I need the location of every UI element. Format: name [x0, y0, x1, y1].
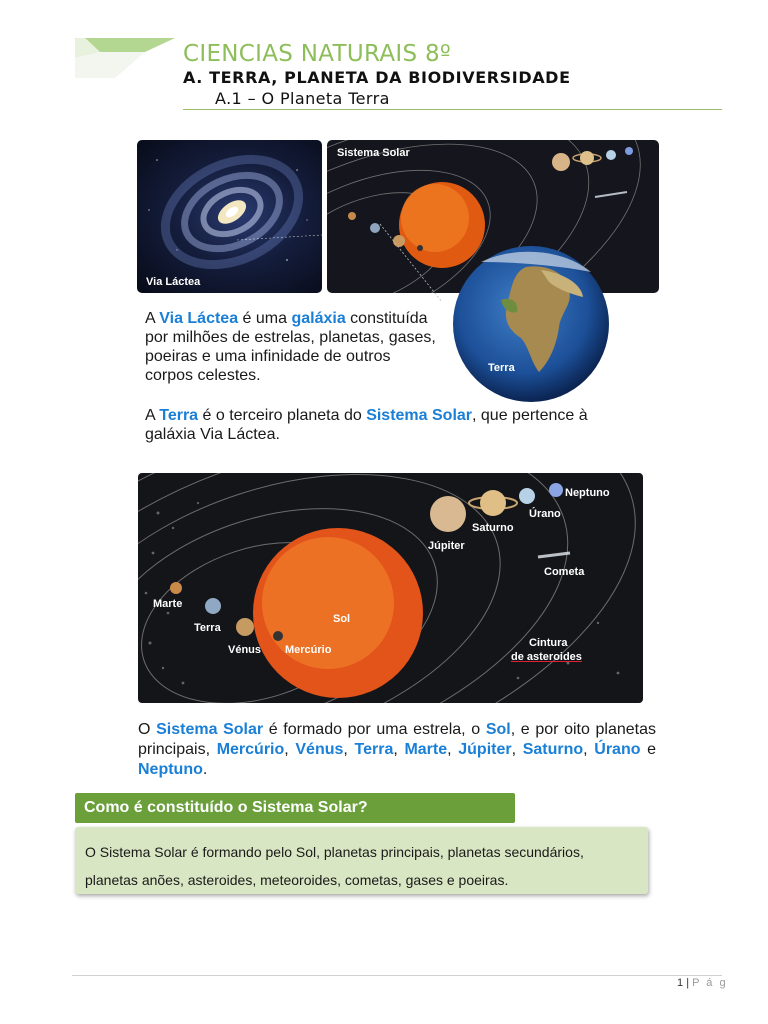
solar-system-description: O Sistema Solar é formado por uma estrela, o Sol, e por oito planetas principais, Mercúrio, Vénus, Terra, Marte, Júpiter, Saturno, Úrano e Neptuno. [138, 721, 657, 778]
highlight-term: Terra [159, 407, 199, 424]
highlight-term: Sistema Solar [156, 721, 264, 738]
asteroid-belt-label-line1: Cintura [529, 637, 568, 649]
highlight-term: Saturno [522, 741, 584, 758]
earth-description: A Terra é o terceiro planeta do Sistema Solar, que pertence à galáxia Via Láctea. [145, 407, 588, 443]
answer-box: O Sistema Solar é formando pelo Sol, planetas principais, planetas secundários, planetas anões, asteroides, meteoroides, cometas, gases e poeiras. [75, 827, 648, 894]
highlight-term: Terra [354, 741, 394, 758]
earth-label: Terra [488, 362, 515, 374]
highlight-term: Júpiter [458, 741, 512, 758]
highlight-term: galáxia [291, 310, 346, 327]
uranus-label: Úrano [529, 508, 561, 520]
question-heading: Como é constituído o Sistema Solar? [75, 793, 515, 823]
highlight-term: Mercúrio [216, 741, 285, 758]
mars-label: Marte [153, 598, 183, 610]
solar-system-diagram [138, 473, 643, 703]
jupiter-label: Júpiter [428, 540, 465, 552]
highlight-term: Marte [404, 741, 448, 758]
venus-label: Vénus [228, 644, 262, 656]
highlight-term: Neptuno [138, 761, 203, 778]
earth-image [441, 242, 621, 407]
galaxy-label: Via Láctea [146, 276, 201, 288]
mercury-label: Mercúrio [285, 644, 332, 656]
page-number: 1 [677, 977, 684, 989]
unit-title: A. TERRA, PLANETA DA BIODIVERSIDADE [183, 68, 571, 87]
highlight-term: Úrano [594, 741, 641, 758]
sun-label: Sol [333, 613, 351, 625]
page-footer [677, 977, 728, 989]
earth-orbit-label: Terra [194, 622, 221, 634]
connector-lines [322, 222, 452, 312]
header-rule [183, 109, 722, 110]
document-subject: CIENCIAS NATURAIS 8º [183, 41, 452, 67]
footer-rule [72, 975, 722, 976]
page-word: P á g [692, 977, 728, 989]
comet-label: Cometa [544, 566, 585, 578]
neptune-label: Neptuno [565, 487, 610, 499]
highlight-term: Via Láctea [159, 310, 239, 327]
topic-title: A.1 – O Planeta Terra [215, 89, 390, 108]
solar-system-diagram-illustration [138, 473, 643, 703]
asteroid-belt-label-line2: de asteroides [511, 651, 582, 663]
header-decoration [75, 38, 185, 78]
footer-separator: | [686, 977, 690, 989]
solar-system-label: Sistema Solar [337, 147, 410, 159]
highlight-term: Sol [485, 721, 511, 738]
highlight-term: Vénus [295, 741, 344, 758]
saturn-label: Saturno [472, 522, 514, 534]
milky-way-image [137, 140, 322, 293]
galaxy-illustration [137, 140, 322, 293]
highlight-term: Sistema Solar [366, 407, 473, 424]
galaxy-description: A Via Láctea é uma galáxia constituída por milhões de estrelas, planetas, gases, poeiras e uma infinidade de outros corpos celestes. [145, 310, 436, 384]
